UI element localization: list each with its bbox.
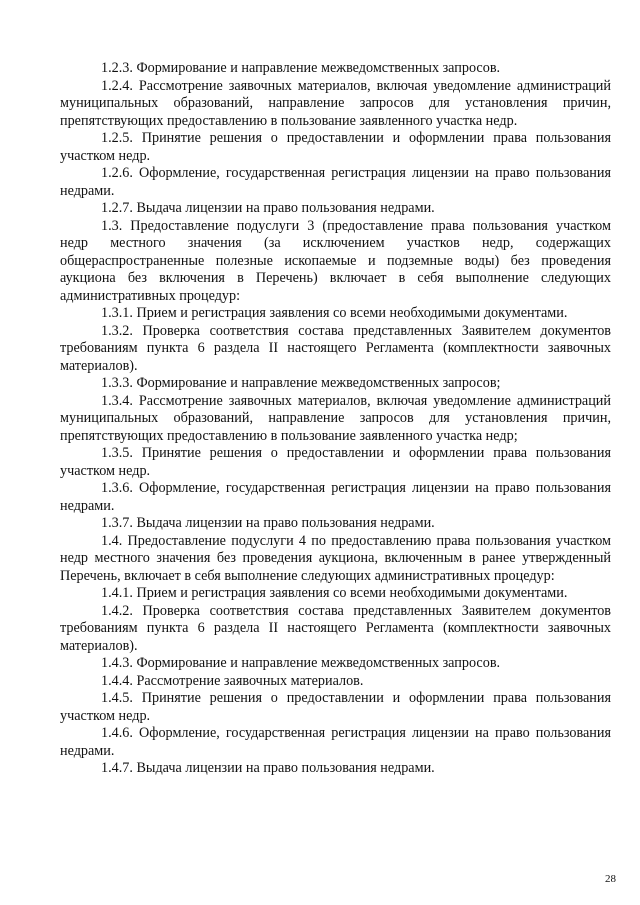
paragraph-1-2-4: 1.2.4. Рассмотрение заявочных материалов, включая уведомление администраций муниципальных образований, направление запросов для установления причин, препятствующих предоставлению в пользование заявленного участка недр. (60, 77, 611, 129)
paragraph-1-2-5: 1.2.5. Принятие решения о предоставлении и оформлении права пользования участком недр. (60, 130, 611, 164)
paragraph-1-3: 1.3. Предоставление подуслуги 3 (предоставление права пользования участком недр местного значения (за исключением участков недр, содержащих общераспространенные полезные ископаемые и подземные воды) без проведения аукциона без включения в Перечень) включает в себя выполнение следующих административных процедур: (60, 217, 611, 304)
paragraph-1-3-5: 1.3.5. Принятие решения о предоставлении и оформлении права пользования участком недр. (60, 445, 611, 479)
paragraph-1-4-2: 1.4.2. Проверка соответствия состава представленных Заявителем документов требованиям пункта 6 раздела II настоящего Регламента (комплектности заявочных материалов). (60, 602, 611, 654)
paragraph-1-4-4: 1.4.4. Рассмотрение заявочных материалов. (101, 672, 364, 689)
paragraph-1-3-3: 1.3.3. Формирование и направление межведомственных запросов; (101, 375, 501, 391)
paragraph-1-4-1: 1.4.1. Прием и регистрация заявления со всеми необходимыми документами. (101, 585, 568, 601)
paragraph-1-3-4: 1.3.4. Рассмотрение заявочных материалов, включая уведомление администраций муниципальных образований, направление запросов для установления причин, препятствующих предоставлению в пользование заявленного участка недр; (60, 392, 611, 444)
paragraph-1-3-6: 1.3.6. Оформление, государственная регистрация лицензии на право пользования недрами. (60, 480, 611, 514)
paragraph-1-3-1: 1.3.1. Прием и регистрация заявления со всеми необходимыми документами. (101, 305, 568, 321)
paragraph-1-2-7: 1.2.7. Выдача лицензии на право пользования недрами. (101, 200, 435, 216)
paragraph-1-2-6: 1.2.6. Оформление, государственная регистрация лицензии на право пользования недрами. (60, 165, 611, 199)
document-body (60, 60, 611, 778)
paragraph-1-4: 1.4. Предоставление подуслуги 4 по предоставлению права пользования участком недр местного значения без проведения аукциона, включенным в ранее утвержденный Перечень, включает в себя выполнение следующих административных процедур: (60, 532, 611, 584)
paragraph-1-4-3: 1.4.3. Формирование и направление межведомственных запросов. (101, 655, 501, 671)
paragraph-1-4-7: 1.4.7. Выдача лицензии на право пользования недрами. (101, 760, 435, 776)
paragraph-1-4-5: 1.4.5. Принятие решения о предоставлении и оформлении права пользования участком недр. (60, 690, 611, 724)
paragraph-1-3-7: 1.3.7. Выдача лицензии на право пользования недрами. (101, 515, 435, 531)
page-number: 28 (605, 873, 616, 885)
paragraph-1-2-3: 1.2.3. Формирование и направление межведомственных запросов. (101, 60, 501, 76)
paragraph-1-4-6: 1.4.6. Оформление, государственная регистрация лицензии на право пользования недрами. (60, 725, 611, 759)
paragraph-1-3-2: 1.3.2. Проверка соответствия состава представленных Заявителем документов требованиям пункта 6 раздела II настоящего Регламента (комплектности заявочных материалов). (60, 322, 611, 374)
